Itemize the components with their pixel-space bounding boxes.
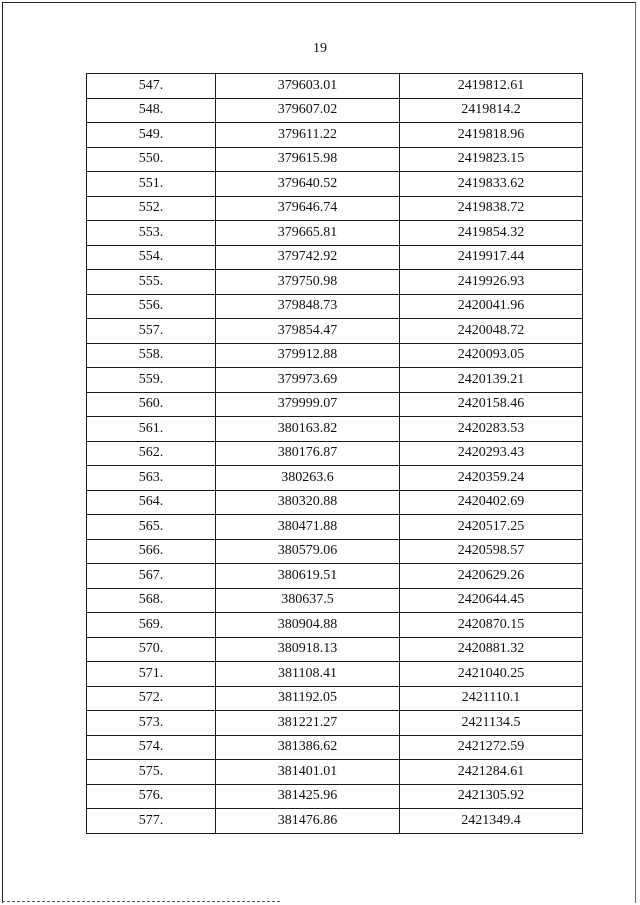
point-number-cell: 550.: [87, 147, 216, 172]
x-coordinate-cell: 380471.88: [216, 515, 400, 540]
y-coordinate-cell: 2419812.61: [400, 74, 583, 99]
x-coordinate-cell: 379640.52: [216, 172, 400, 197]
y-coordinate-cell: 2419854.32: [400, 221, 583, 246]
point-number-cell: 573.: [87, 711, 216, 736]
point-number-cell: 576.: [87, 784, 216, 809]
table-row: [87, 539, 583, 564]
table-row: [87, 784, 583, 809]
table-row: [87, 343, 583, 368]
x-coordinate-cell: 379665.81: [216, 221, 400, 246]
table-row: [87, 588, 583, 613]
y-coordinate-cell: 2420629.26: [400, 564, 583, 589]
x-coordinate-cell: 380579.06: [216, 539, 400, 564]
x-coordinate-cell: 381221.27: [216, 711, 400, 736]
point-number-cell: 551.: [87, 172, 216, 197]
x-coordinate-cell: 381476.86: [216, 809, 400, 834]
table-row: [87, 637, 583, 662]
table-row: [87, 686, 583, 711]
point-number-cell: 566.: [87, 539, 216, 564]
x-coordinate-cell: 379611.22: [216, 123, 400, 148]
x-coordinate-cell: 379646.74: [216, 196, 400, 221]
table-row: [87, 760, 583, 785]
y-coordinate-cell: 2420139.21: [400, 368, 583, 393]
table-row: [87, 735, 583, 760]
point-number-cell: 567.: [87, 564, 216, 589]
table-row: [87, 270, 583, 295]
table-row: [87, 613, 583, 638]
x-coordinate-cell: 380176.87: [216, 441, 400, 466]
y-coordinate-cell: 2421110.1: [400, 686, 583, 711]
y-coordinate-cell: 2421349.4: [400, 809, 583, 834]
table-row: [87, 221, 583, 246]
x-coordinate-cell: 380263.6: [216, 466, 400, 491]
coordinates-table: [86, 73, 583, 834]
x-coordinate-cell: 379848.73: [216, 294, 400, 319]
x-coordinate-cell: 381386.62: [216, 735, 400, 760]
x-coordinate-cell: 379603.01: [216, 74, 400, 99]
x-coordinate-cell: 379607.02: [216, 98, 400, 123]
y-coordinate-cell: 2420644.45: [400, 588, 583, 613]
y-coordinate-cell: 2420517.25: [400, 515, 583, 540]
y-coordinate-cell: 2420359.24: [400, 466, 583, 491]
y-coordinate-cell: 2420870.15: [400, 613, 583, 638]
y-coordinate-cell: 2420283.53: [400, 417, 583, 442]
table-row: [87, 515, 583, 540]
y-coordinate-cell: 2420293.43: [400, 441, 583, 466]
table-row: [87, 74, 583, 99]
y-coordinate-cell: 2419833.62: [400, 172, 583, 197]
point-number-cell: 554.: [87, 245, 216, 270]
y-coordinate-cell: 2420598.57: [400, 539, 583, 564]
point-number-cell: 571.: [87, 662, 216, 687]
point-number-cell: 555.: [87, 270, 216, 295]
table-row: [87, 319, 583, 344]
x-coordinate-cell: 380619.51: [216, 564, 400, 589]
y-coordinate-cell: 2420402.69: [400, 490, 583, 515]
table-row: [87, 466, 583, 491]
table-row: [87, 196, 583, 221]
table-row: [87, 809, 583, 834]
table-row: [87, 172, 583, 197]
y-coordinate-cell: 2419926.93: [400, 270, 583, 295]
point-number-cell: 559.: [87, 368, 216, 393]
y-coordinate-cell: 2419814.2: [400, 98, 583, 123]
point-number-cell: 574.: [87, 735, 216, 760]
x-coordinate-cell: 381192.05: [216, 686, 400, 711]
point-number-cell: 570.: [87, 637, 216, 662]
x-coordinate-cell: 380904.88: [216, 613, 400, 638]
y-coordinate-cell: 2419917.44: [400, 245, 583, 270]
y-coordinate-cell: 2420041.96: [400, 294, 583, 319]
y-coordinate-cell: 2421134.5: [400, 711, 583, 736]
point-number-cell: 561.: [87, 417, 216, 442]
table-row: [87, 368, 583, 393]
x-coordinate-cell: 379999.07: [216, 392, 400, 417]
point-number-cell: 565.: [87, 515, 216, 540]
y-coordinate-cell: 2419818.96: [400, 123, 583, 148]
x-coordinate-cell: 379912.88: [216, 343, 400, 368]
page-number: 19: [313, 41, 327, 56]
table-row: [87, 294, 583, 319]
x-coordinate-cell: 379973.69: [216, 368, 400, 393]
point-number-cell: 560.: [87, 392, 216, 417]
y-coordinate-cell: 2420093.05: [400, 343, 583, 368]
x-coordinate-cell: 379854.47: [216, 319, 400, 344]
x-coordinate-cell: 381425.96: [216, 784, 400, 809]
x-coordinate-cell: 381401.01: [216, 760, 400, 785]
point-number-cell: 549.: [87, 123, 216, 148]
x-coordinate-cell: 379615.98: [216, 147, 400, 172]
y-coordinate-cell: 2420158.46: [400, 392, 583, 417]
x-coordinate-cell: 380918.13: [216, 637, 400, 662]
y-coordinate-cell: 2421305.92: [400, 784, 583, 809]
point-number-cell: 577.: [87, 809, 216, 834]
x-coordinate-cell: 379750.98: [216, 270, 400, 295]
table-row: [87, 564, 583, 589]
point-number-cell: 568.: [87, 588, 216, 613]
coordinates-table-body: [87, 74, 583, 834]
table-row: [87, 392, 583, 417]
point-number-cell: 558.: [87, 343, 216, 368]
table-row: [87, 123, 583, 148]
point-number-cell: 552.: [87, 196, 216, 221]
point-number-cell: 547.: [87, 74, 216, 99]
table-row: [87, 98, 583, 123]
table-row: [87, 441, 583, 466]
point-number-cell: 572.: [87, 686, 216, 711]
table-row: [87, 490, 583, 515]
table-row: [87, 147, 583, 172]
y-coordinate-cell: 2420048.72: [400, 319, 583, 344]
x-coordinate-cell: 379742.92: [216, 245, 400, 270]
x-coordinate-cell: 381108.41: [216, 662, 400, 687]
point-number-cell: 575.: [87, 760, 216, 785]
point-number-cell: 548.: [87, 98, 216, 123]
point-number-cell: 556.: [87, 294, 216, 319]
table-row: [87, 417, 583, 442]
y-coordinate-cell: 2419823.15: [400, 147, 583, 172]
x-coordinate-cell: 380163.82: [216, 417, 400, 442]
point-number-cell: 569.: [87, 613, 216, 638]
point-number-cell: 562.: [87, 441, 216, 466]
point-number-cell: 563.: [87, 466, 216, 491]
footer-rule: [2, 901, 280, 902]
table-row: [87, 711, 583, 736]
y-coordinate-cell: 2421040.25: [400, 662, 583, 687]
x-coordinate-cell: 380320.88: [216, 490, 400, 515]
x-coordinate-cell: 380637.5: [216, 588, 400, 613]
table-row: [87, 245, 583, 270]
table-row: [87, 662, 583, 687]
point-number-cell: 553.: [87, 221, 216, 246]
y-coordinate-cell: 2421284.61: [400, 760, 583, 785]
point-number-cell: 564.: [87, 490, 216, 515]
point-number-cell: 557.: [87, 319, 216, 344]
y-coordinate-cell: 2421272.59: [400, 735, 583, 760]
y-coordinate-cell: 2419838.72: [400, 196, 583, 221]
y-coordinate-cell: 2420881.32: [400, 637, 583, 662]
